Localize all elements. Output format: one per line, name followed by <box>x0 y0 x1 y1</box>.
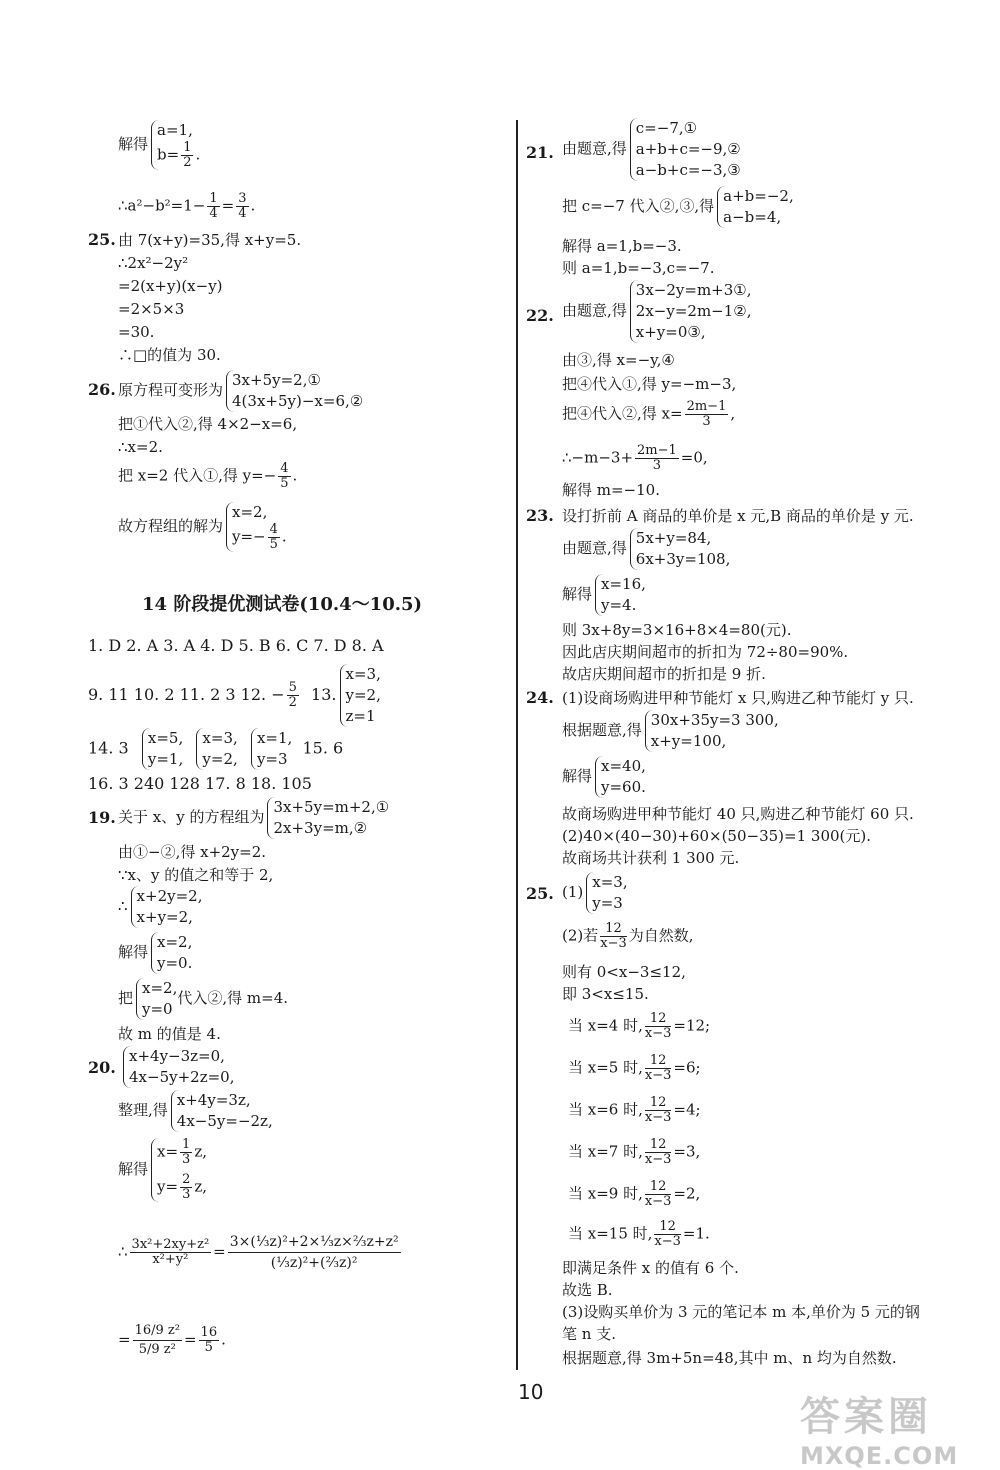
section-title: 14 阶段提优测试卷(10.4～10.5) <box>142 594 423 615</box>
solution-26: 故方程组的解为 x=2, y=− $\frac{4}{5}$ . <box>118 503 287 552</box>
case-x15: 当 x=15 时, $\frac{12}{x-3}$ =1. <box>568 1219 710 1249</box>
question-number: 24. <box>526 688 554 707</box>
system-26: 原方程可变形为 3x+5y=2,① 4(3x+5y)−x=6,② <box>118 371 364 410</box>
question-number: 25. <box>526 884 554 903</box>
solve-ab: 解得 a=1, b= $\frac{1}{2}$ . <box>118 121 201 170</box>
question-number: 25. <box>88 230 116 249</box>
answers-row-2: 9. 11 10. 2 11. 2 3 12. − $\frac{5}{2}$ 13. x=3, y=2, z=1 <box>88 665 381 725</box>
fraction: $\frac{1}{2}$ <box>183 140 192 170</box>
case-x6: 当 x=6 时, $\frac{12}{x-3}$ =4; <box>568 1095 701 1125</box>
ab-result: ∴a²−b²=1− $\frac{1}{4}$ = $\frac{3}{4}$ . <box>118 191 256 221</box>
watermark-logo: 答案圈 MXQE.COM <box>800 1394 959 1470</box>
case-x7: 当 x=7 时, $\frac{12}{x-3}$ =3, <box>568 1137 701 1167</box>
column-divider <box>516 120 518 1370</box>
question-number: 19. <box>88 808 116 827</box>
question-number: 22. <box>526 306 554 325</box>
answers-row-3: 14. 3 x=5, y=1, x=3, y=2, x=1, y=3 15. 6 <box>88 729 344 768</box>
expression-evaluation: ∴ $\frac{\text{3x²+2xy+z²}}{\text{x²+y²}}$ = $\frac{\text{3×(⅓z)²+2×⅓z×⅔z+z²}}{\text{(⅓z)²+(⅔z)²}}$ <box>118 1234 399 1271</box>
question-number: 20. <box>88 1058 116 1077</box>
case-x5: 当 x=5 时, $\frac{12}{x-3}$ =6; <box>568 1053 701 1083</box>
answer-page: 解得 a=1, b= $\frac{1}{2}$ . ∴a²−b²=1− $\frac{1}{4}$ = $\frac{3}{4}$ . 25. 由 7(x+y)=35,得 x+y=5. ∴2x²−2y² =2(x+y)(x−y) =2×5×3 =30. ∴□的值为 30. 26. 原方程可变形为 3x+5y=2,① 4(3x+5y)−x=6,② 把①代入②,得 4×2−x=6, ∴x=2. 把 x=2 代入①,得 y=− $\frac{4}{5}$ . 故方程组的解为 x=2, y=− $\frac{4}{5}$ . 14 阶段提优测试卷(10.4～10.5) 1. D 2. A 3. A 4. D 5. B 6. C 7. D 8. A 9. 11 10. 2 11. 2 3 12. − $\frac{5}{2}$ 13. x=3, y=2, z=1 14. 3 x=5, y=1, x=3, y=2, x=1, y=3 15. 6 16. 3 240 128 17. 8 18. 105 19. 关于 x、y 的方程组为 3x+5y=m+2,① 2x+3y=m,② 由①−②,得 x+2y=2. ∵x、y 的值之和等于 2, ∴ x+2y=2, x+y=2, 解得 x=2, y=0. 把 x=2, y=0 代入②,得 m=4. 故 m 的值是 4. 20. x+4y−3z=0, 4x−5y+2z=0, 整理,得 x+4y=3z, 4x−5y=−2z, 解得 x= $\frac{1}{3}$ z, y= $\frac{2}{3}$ z, ∴ $\frac{\text{3x²+2xy+z²}}{\text{x²+y²}}$ = $\frac{\text{3×(⅓z)²+2×⅓z×⅔z+z²}}{\text{(⅓z)²+(⅔z)²}}$ = $\frac{\text{16/9 z²}}{\text{5/9 z²}}$ = $\frac{16}{5}$ . 21. 由题意,得 c=−7,① a+b+c=−9,② a−b+c=−3,③ 把 c=−7 代入②,③,得 a+b=−2, a−b=4, 解得 a=1,b=−3. 则 a=1,b=−3,c=−7. 22. 由题意,得 3x−2y=m+3①, 2x−y=2m−1②, x+y=0③, 由③,得 x=−y,④ 把④代入①,得 y=−m−3, 把④代入②,得 x= $\frac{2m-1}{3}$ , ∴−m−3+ $\frac{2m-1}{3}$ =0, 解得 m=−10. 23. 设打折前 A 商品的单价是 x 元,B 商品的单价是 y 元. 由题意,得 5x+y=84, 6x+3y=108, 解得 x=16, y=4. 则 3x+8y=3×16+8×4=80(元). 因此店庆期间超市的折扣为 72÷80=90%. 故店庆期间超市的折扣是 9 折. 24. (1)设商场购进甲种节能灯 x 只,购进乙种节能灯 y 只. 根据题意,得 30x+35y=3 300, x+y=100, 解得 x=40, y=60. 故商场购进甲种节能灯 40 只,购进乙种节能灯 60 只. (2)40×(40−30)+60×(50−35)=1 300(元). 故商场共计获利 1 300 元. 25. (1) x=3, y=3 (2)若 $\frac{12}{x-3}$ 为自然数, 则有 0<x−3≤12, 即 3<x≤15. 当 x=4 时, $\frac{12}{x-3}$ =12; 当 x=5 时, $\frac{12}{x-3}$ =6; 当 x=6 时, $\frac{12}{x-3}$ =4; 当 x=7 时, $\frac{12}{x-3}$ =3, 当 x=9 时, $\frac{12}{x-3}$ =2, 当 x=15 时, $\frac{12}{x-3}$ =1. 即满足条件 x 的值有 6 个. 故选 B. (3)设购买单价为 3 元的笔记本 m 本,单价为 5 元的钢 笔 n 支. 根据题意,得 3m+5n=48,其中 m、n 均为自然数. 10 答案圈 MXQE.COM <box>0 0 1000 1465</box>
question-number: 23. <box>526 506 554 525</box>
page-number: 10 <box>518 1380 544 1404</box>
answers-row-1: 1. D 2. A 3. A 4. D 5. B 6. C 7. D 8. A <box>88 636 384 655</box>
case-x9: 当 x=9 时, $\frac{12}{x-3}$ =2, <box>568 1179 701 1209</box>
answers-row-4: 16. 3 240 128 17. 8 18. 105 <box>88 774 312 793</box>
question-number: 26. <box>88 380 116 399</box>
case-x4: 当 x=4 时, $\frac{12}{x-3}$ =12; <box>568 1011 711 1041</box>
question-number: 21. <box>526 143 554 162</box>
